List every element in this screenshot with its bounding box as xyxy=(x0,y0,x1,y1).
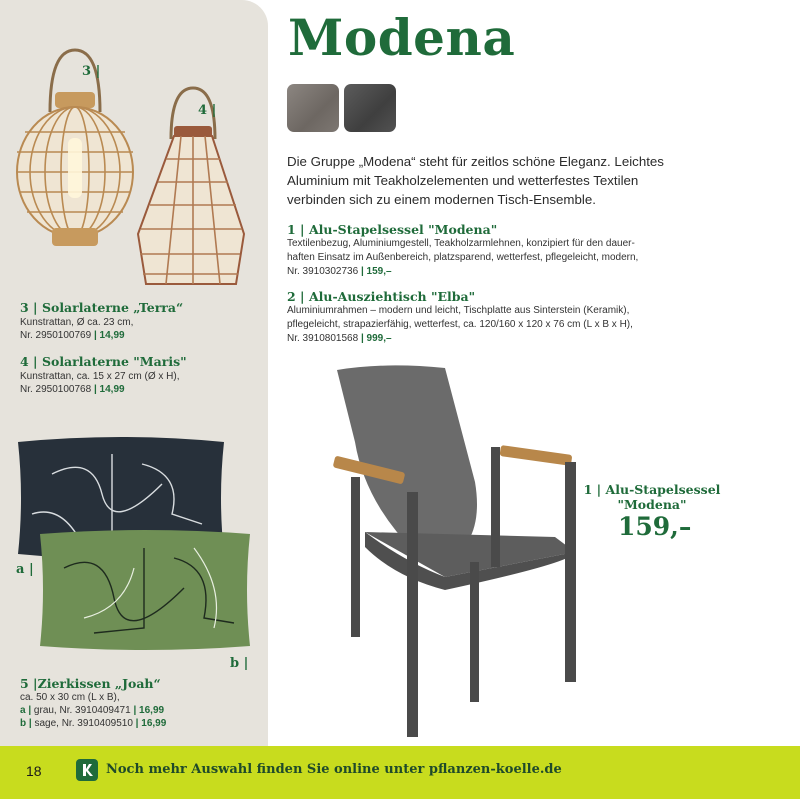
item1-order: Nr. 3910302736 | 159,– xyxy=(287,266,392,277)
label-terra: 3 | xyxy=(82,64,101,79)
terra-order: Nr. 2950100769 | 14,99 xyxy=(20,330,125,341)
terra-price: 14,99 xyxy=(99,330,125,341)
maris-price: 14,99 xyxy=(99,384,125,395)
joah-b: b | sage, Nr. 3910409510 | 16,99 xyxy=(20,718,167,729)
footer-bar xyxy=(0,746,800,799)
pflanzen-koelle-logo-icon xyxy=(76,759,98,781)
item2-desc-line1: Aluminiumrahmen – modern und leicht, Tischplatte aus Sinterstein (Keramik), xyxy=(287,305,630,316)
lantern-terra-image xyxy=(10,42,140,262)
maris-desc: Kunstrattan, ca. 15 x 27 cm (Ø x H), xyxy=(20,371,180,382)
swatch-textilene xyxy=(344,84,396,132)
callout-price: 159,– xyxy=(618,512,692,541)
item1-desc-line2: haften Einsatz im Außenbereich, platzsparend, wetterfest, pflegeleicht, modern, xyxy=(287,252,639,263)
label-b: b | xyxy=(230,656,249,671)
item1-nr: Nr. 3910302736 xyxy=(287,266,359,277)
joah-a-price: 16,99 xyxy=(139,705,165,716)
item1-price: 159,– xyxy=(366,266,392,277)
joah-a: a | grau, Nr. 3910409471 | 16,99 xyxy=(20,705,165,716)
terra-desc: Kunstrattan, Ø ca. 23 cm, xyxy=(20,317,134,328)
item1-title: 1 | Alu-Stapelsessel "Modena" xyxy=(287,222,498,237)
label-maris: 4 | xyxy=(198,103,217,118)
cushion-sage-image xyxy=(34,528,256,652)
label-a: a | xyxy=(16,562,34,577)
item1-desc-line1: Textilenbezug, Aluminiumgestell, Teakholzarmlehnen, konzipiert für den dauer- xyxy=(287,238,635,249)
footer-link-text[interactable]: Noch mehr Auswahl finden Sie online unter pflanzen-koelle.de xyxy=(106,762,562,777)
joah-title: 5 |Zierkissen „Joah“ xyxy=(20,676,161,691)
item2-title: 2 | Alu-Ausziehtisch "Elba" xyxy=(287,289,476,304)
terra-title: 3 | Solarlaterne „Terra“ xyxy=(20,300,184,315)
intro-text: Die Gruppe „Modena“ steht für zeitlos schöne Eleganz. Leichtes Aluminium mit Teakholzelementen und wetterfestes Textilen verbinden sich zu einem modernen Tisch-Ensemble. xyxy=(287,154,664,207)
item2-desc xyxy=(287,304,687,346)
item2-desc-line2: pflegeleicht, strapazierfähig, wetterfest, ca. 120/160 x 120 x 76 cm (L x B x H), xyxy=(287,319,633,330)
item1-desc xyxy=(287,237,687,279)
callout-title-line1: 1 | Alu-Stapelsessel xyxy=(583,482,721,497)
maris-order: Nr. 2950100768 | 14,99 xyxy=(20,384,125,395)
page-title: Modena xyxy=(288,8,516,67)
page-number: 18 xyxy=(26,763,42,779)
joah-a-text: grau, Nr. 3910409471 xyxy=(33,705,131,716)
joah-b-text: sage, Nr. 3910409510 xyxy=(34,718,133,729)
terra-nr: Nr. 2950100769 xyxy=(20,330,92,341)
joah-desc: ca. 50 x 30 cm (L x B), xyxy=(20,692,120,703)
swatch-ceramic xyxy=(287,84,339,132)
maris-nr: Nr. 2950100768 xyxy=(20,384,92,395)
item2-order: Nr. 3910801568 | 999,– xyxy=(287,333,392,344)
callout-title-line2: "Modena" xyxy=(617,497,687,512)
item2-price: 999,– xyxy=(366,333,392,344)
joah-b-price: 16,99 xyxy=(141,718,167,729)
chair-modena-image xyxy=(325,362,605,742)
joah-b-key: b | xyxy=(20,718,32,729)
joah-a-key: a | xyxy=(20,705,32,716)
callout-title xyxy=(572,482,732,512)
lantern-maris-image xyxy=(126,84,256,294)
item2-nr: Nr. 3910801568 xyxy=(287,333,359,344)
maris-title: 4 | Solarlaterne "Maris" xyxy=(20,354,187,369)
